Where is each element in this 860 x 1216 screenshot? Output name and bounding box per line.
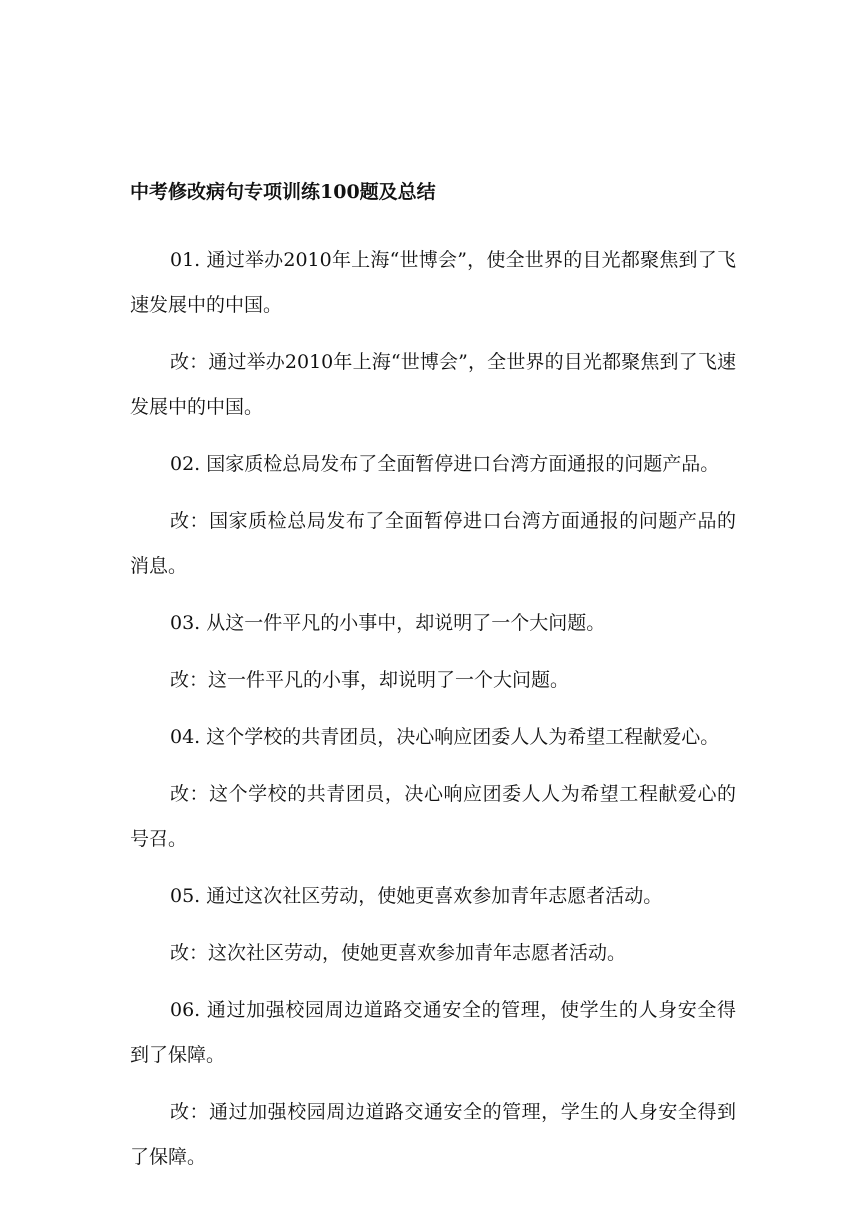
item-number: 06. xyxy=(170,999,201,1021)
question-paragraph xyxy=(130,442,736,487)
item-text: 国家质检总局发布了全面暂停进口台湾方面通报的问题产品。 xyxy=(206,453,720,475)
item-text: 通过举办2010年上海“世博会”，全世界的目光都聚焦到了飞速发展中的中国。 xyxy=(130,351,736,418)
question-paragraph xyxy=(130,601,736,646)
correction-label: 改： xyxy=(170,669,209,691)
correction-label: 改： xyxy=(170,1101,210,1123)
item-text: 这一件平凡的小事，却说明了一个大问题。 xyxy=(208,669,570,691)
question-paragraph xyxy=(130,988,736,1078)
correction-paragraph xyxy=(130,772,736,862)
correction-label: 改： xyxy=(170,942,209,964)
correction-label: 改： xyxy=(170,351,209,373)
correction-paragraph xyxy=(130,658,736,703)
item-number: 03. xyxy=(170,612,201,634)
item-text: 通过举办2010年上海“世博会”，使全世界的目光都聚焦到了飞速发展中的中国。 xyxy=(130,249,736,316)
item-text: 通过这次社区劳动，使她更喜欢参加青年志愿者活动。 xyxy=(206,885,663,907)
item-text: 从这一件平凡的小事中，却说明了一个大问题。 xyxy=(206,612,606,634)
item-number: 02. xyxy=(170,453,201,475)
document-body xyxy=(130,238,736,1192)
item-text: 通过加强校园周边道路交通安全的管理，使学生的人身安全得到了保障。 xyxy=(130,999,736,1066)
item-number: 04. xyxy=(170,726,201,748)
item-text: 这个学校的共青团员，决心响应团委人人为希望工程献爱心。 xyxy=(206,726,720,748)
document-title: 中考修改病句专项训练100题及总结 xyxy=(130,181,436,203)
correction-paragraph xyxy=(130,1090,736,1180)
correction-paragraph xyxy=(130,340,736,430)
correction-label: 改： xyxy=(170,783,210,805)
correction-paragraph xyxy=(130,931,736,976)
item-text: 国家质检总局发布了全面暂停进口台湾方面通报的问题产品的消息。 xyxy=(130,510,736,577)
item-number: 01. xyxy=(170,249,201,271)
item-number: 05. xyxy=(170,885,201,907)
item-text: 这次社区劳动，使她更喜欢参加青年志愿者活动。 xyxy=(208,942,627,964)
item-text: 通过加强校园周边道路交通安全的管理，学生的人身安全得到了保障。 xyxy=(130,1101,736,1168)
correction-label: 改： xyxy=(170,510,210,532)
question-paragraph xyxy=(130,238,736,328)
correction-paragraph xyxy=(130,499,736,589)
question-paragraph xyxy=(130,874,736,919)
question-paragraph xyxy=(130,715,736,760)
item-text: 这个学校的共青团员，决心响应团委人人为希望工程献爱心的号召。 xyxy=(130,783,736,850)
